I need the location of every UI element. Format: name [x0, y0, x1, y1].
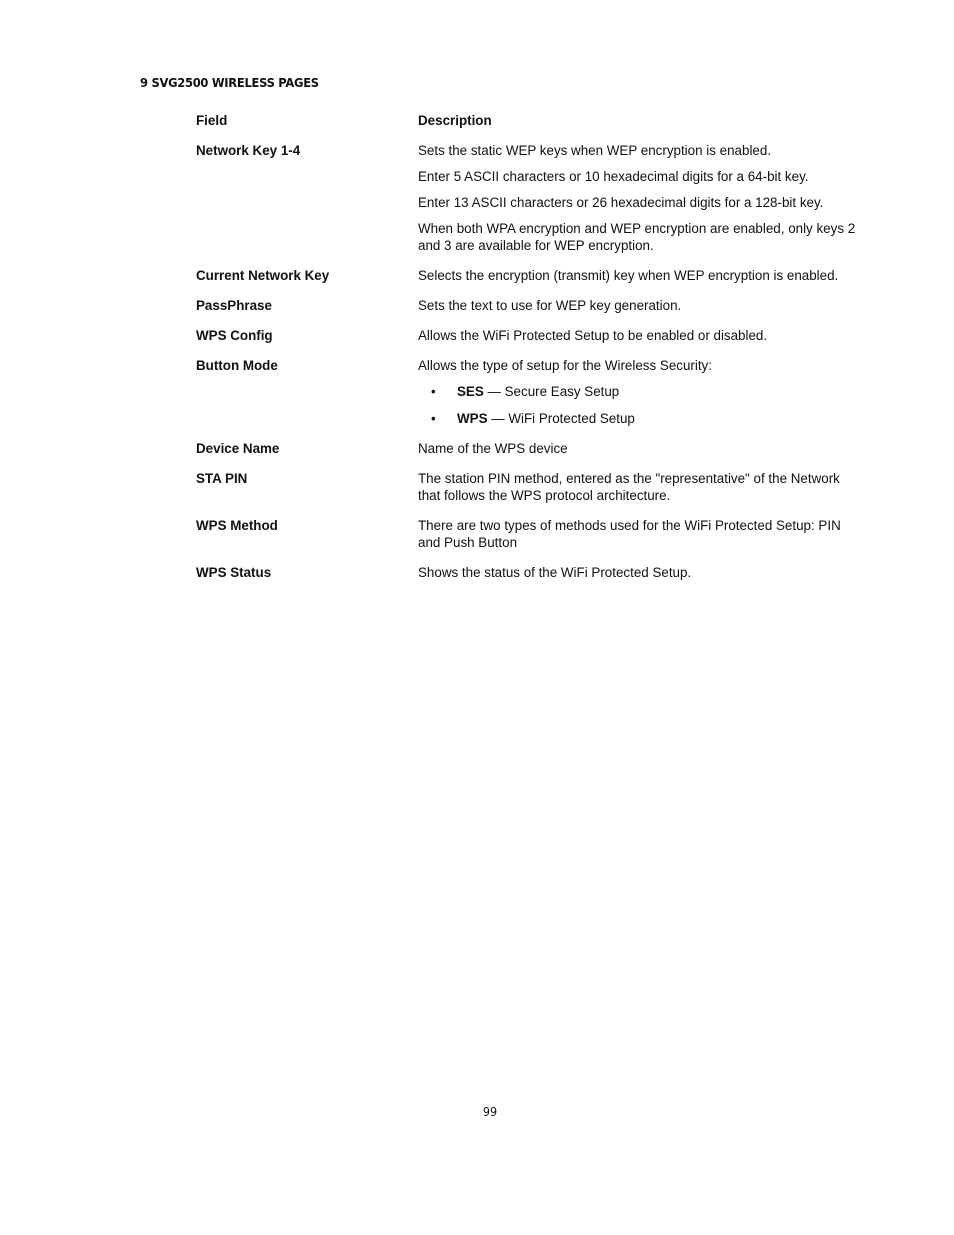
field-description-table: [196, 112, 856, 594]
bullet-list: [418, 383, 856, 427]
description-paragraph: Allows the WiFi Protected Setup to be enabled or disabled.: [418, 328, 768, 343]
table-row-passphrase: [196, 297, 856, 314]
table-row-sta-pin: [196, 470, 856, 504]
bullet-text: — WiFi Protected Setup: [487, 411, 635, 426]
bullet-item-wps: [418, 410, 856, 427]
field-name: Button Mode: [196, 358, 278, 373]
description-paragraph: Name of the WPS device: [418, 441, 568, 456]
table-header-row: [196, 112, 856, 129]
description-paragraph: The station PIN method, entered as the "representative" of the Network that follows the WPS protocol architecture.: [418, 471, 840, 503]
bullet-text: — Secure Easy Setup: [483, 384, 620, 399]
table-row-device-name: [196, 440, 856, 457]
table-row-button-mode: [196, 357, 856, 427]
field-description: [418, 357, 856, 427]
field-name: WPS Method: [196, 518, 278, 533]
description-paragraph: Enter 13 ASCII characters or 26 hexadecimal digits for a 128-bit key.: [418, 195, 824, 210]
bullet-term: WPS: [457, 411, 488, 426]
field-name: Current Network Key: [196, 268, 330, 283]
bullet-item-ses: [418, 383, 856, 400]
table-row-wps-status: [196, 564, 856, 581]
column-header-description: Description: [418, 113, 492, 128]
section-heading: 9 SVG2500 WIRELESS PAGES: [140, 75, 319, 90]
bullet-icon: •: [431, 384, 436, 399]
field-name: WPS Status: [196, 565, 272, 580]
field-description: [418, 470, 856, 504]
field-description: [418, 327, 856, 344]
column-header-field: Field: [196, 113, 228, 128]
field-name: Network Key 1-4: [196, 143, 301, 158]
bullet-term: SES: [457, 384, 484, 399]
description-paragraph: Selects the encryption (transmit) key when WEP encryption is enabled.: [418, 268, 839, 283]
description-paragraph: Allows the type of setup for the Wireless Security:: [418, 358, 712, 373]
description-paragraph: Shows the status of the WiFi Protected Setup.: [418, 565, 692, 580]
field-name: Device Name: [196, 441, 280, 456]
field-description: [418, 440, 856, 457]
description-paragraph: When both WPA encryption and WEP encryption are enabled, only keys 2 and 3 are available for WEP encryption.: [418, 221, 856, 253]
field-name: PassPhrase: [196, 298, 272, 313]
field-description: [418, 267, 856, 284]
table-row-wps-method: [196, 517, 856, 551]
description-paragraph: Sets the text to use for WEP key generation.: [418, 298, 682, 313]
description-paragraph: Sets the static WEP keys when WEP encryption is enabled.: [418, 143, 772, 158]
field-description: [418, 297, 856, 314]
field-name: STA PIN: [196, 471, 248, 486]
field-description: [418, 142, 856, 254]
description-paragraph: There are two types of methods used for the WiFi Protected Setup: PIN and Push Button: [418, 518, 841, 550]
bullet-icon: •: [431, 411, 436, 426]
page-number: 99: [482, 1104, 498, 1119]
field-name: WPS Config: [196, 328, 273, 343]
description-paragraph: Enter 5 ASCII characters or 10 hexadecimal digits for a 64-bit key.: [418, 169, 809, 184]
field-description: [418, 517, 856, 551]
table-row-wps-config: [196, 327, 856, 344]
field-description: [418, 564, 856, 581]
table-row-current-network-key: [196, 267, 856, 284]
table-row-network-key: [196, 142, 856, 254]
